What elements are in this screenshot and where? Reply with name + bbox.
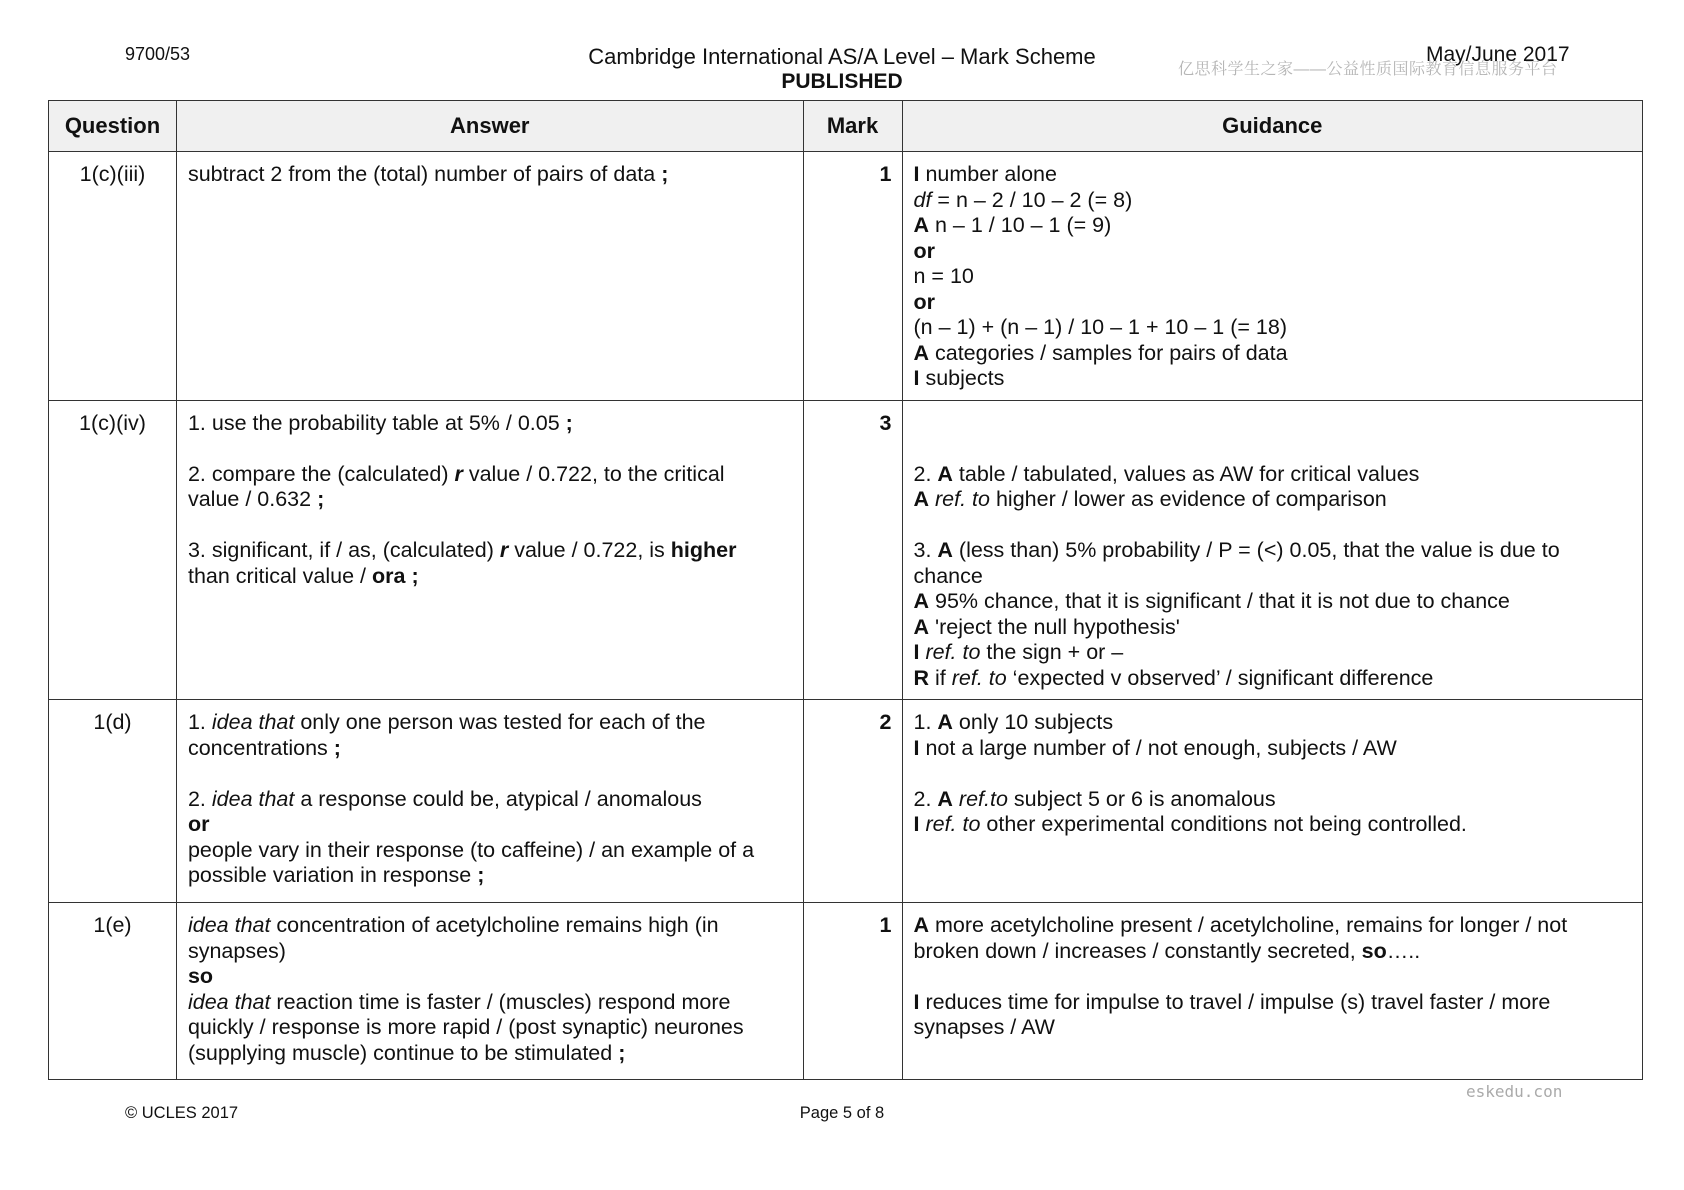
footer-copyright: © UCLES 2017 bbox=[125, 1104, 239, 1122]
mark-value: 3 bbox=[803, 400, 902, 700]
answer-cell: 1. idea that only one person was tested for each of the concentrations ; 2. idea that a response could be, atypical / anomalous or people vary in their response (to caffeine) / an example of a possible variation in response ; bbox=[176, 700, 803, 903]
question-number: 1(d) bbox=[49, 700, 177, 903]
footer-page-number: Page 5 of 8 bbox=[799, 1104, 885, 1122]
mark-value: 1 bbox=[803, 903, 902, 1080]
footer-watermark: eskedu.con bbox=[1466, 1082, 1563, 1101]
header-subtitle: PUBLISHED bbox=[781, 70, 903, 93]
column-header-answer: Answer bbox=[176, 101, 803, 152]
column-header-mark: Mark bbox=[803, 101, 902, 152]
guidance-cell: 1. A only 10 subjects I not a large number of / not enough, subjects / AW 2. A ref.to subject 5 or 6 is anomalous I ref. to other experimental conditions not being controlled. bbox=[902, 700, 1643, 903]
mark-value: 1 bbox=[803, 152, 902, 401]
table-row bbox=[49, 903, 1643, 1080]
answer-cell: subtract 2 from the (total) number of pairs of data ; bbox=[176, 152, 803, 401]
header-watermark: 亿思科学生之家——公益性质国际教育信息服务平台 bbox=[1178, 61, 1558, 78]
column-header-question: Question bbox=[49, 101, 177, 152]
header-session: May/June 2017 bbox=[1426, 43, 1570, 66]
mark-value: 2 bbox=[803, 700, 902, 903]
table-row bbox=[49, 700, 1643, 903]
table-row bbox=[49, 152, 1643, 401]
answer-cell: 1. use the probability table at 5% / 0.05 ; 2. compare the (calculated) r value / 0.722, to the critical value / 0.632 ; 3. significant, if / as, (calculated) r value / 0.722, is higher than critical value / ora ; bbox=[176, 400, 803, 700]
table-row bbox=[49, 400, 1643, 700]
answer-cell: idea that concentration of acetylcholine remains high (in synapses) so idea that reaction time is faster / (muscles) respond more quickly / response is more rapid / (post synaptic) neurones (supplying muscle) continue to be stimulated ; bbox=[176, 903, 803, 1080]
guidance-cell: I number alone df = n – 2 / 10 – 2 (= 8) A n – 1 / 10 – 1 (= 9) or n = 10 or (n – 1) + (n – 1) / 10 – 1 + 10 – 1 (= 18) A categories / samples for pairs of data I subjects bbox=[902, 152, 1643, 401]
header-code: 9700/53 bbox=[125, 44, 191, 64]
question-number: 1(c)(iii) bbox=[49, 152, 177, 401]
guidance-cell: 2. A table / tabulated, values as AW for critical values A ref. to higher / lower as evidence of comparison 3. A (less than) 5% probability / P = (<) 0.05, that the value is due to chance A 95% chance, that it is significant / that it is not due to chance A 'reject the null hypothesis' I ref. to the sign + or – R if ref. to ‘expected v observed’ / significant difference bbox=[902, 400, 1643, 700]
guidance-cell: A more acetylcholine present / acetylcholine, remains for longer / not broken down / increases / constantly secreted, so….. I reduces time for impulse to travel / impulse (s) travel faster / more synapses / AW bbox=[902, 903, 1643, 1080]
column-header-guidance: Guidance bbox=[902, 101, 1643, 152]
header-title: Cambridge International AS/A Level – Mark Scheme bbox=[588, 44, 1096, 69]
question-number: 1(e) bbox=[49, 903, 177, 1080]
table-header-row bbox=[49, 101, 1643, 152]
question-number: 1(c)(iv) bbox=[49, 400, 177, 700]
mark-scheme-table bbox=[48, 100, 1643, 1080]
